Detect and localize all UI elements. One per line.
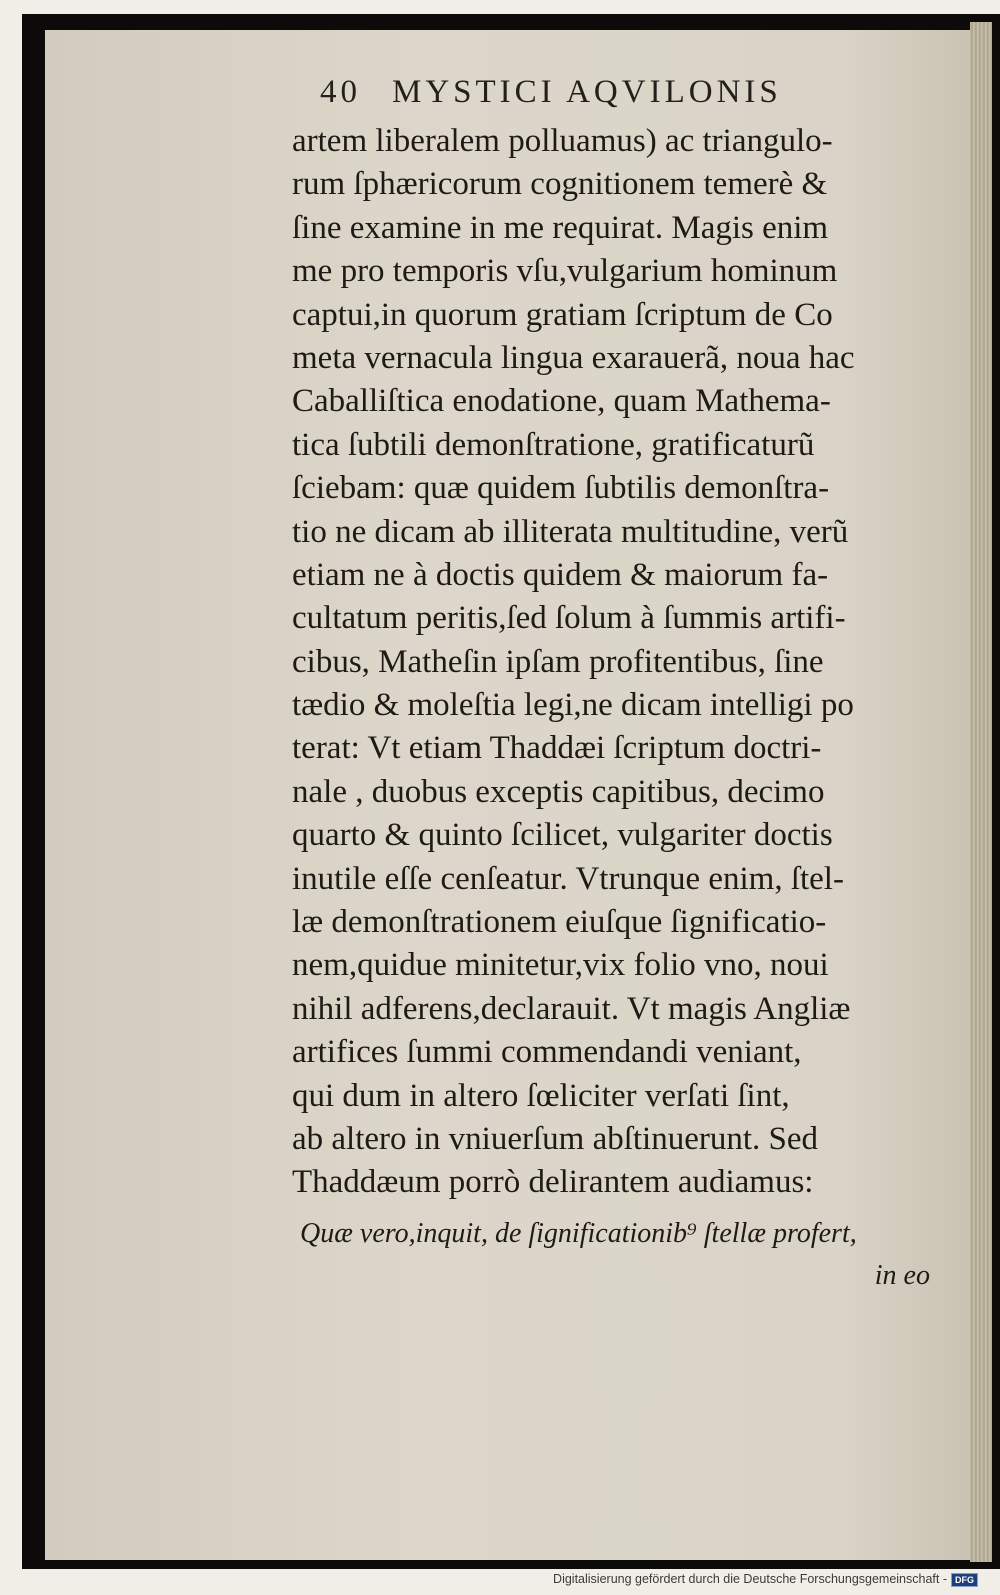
text-line: etiam ne à doctis quidem & maiorum fa- <box>292 556 829 593</box>
text-line: nihil adferens,declarauit. Vt magis Angliæ <box>292 990 851 1027</box>
text-line: Caballiſtica enodatione, quam Mathema- <box>292 383 831 420</box>
page-fore-edge <box>970 22 992 1562</box>
credit-text: Digitalisierung gefördert durch die Deutsche Forschungsgemeinschaft - <box>553 1572 947 1586</box>
text-line: me pro temporis vſu,vulgarium hominum <box>292 253 838 290</box>
text-line: læ demonſtrationem eiuſque ſignificatio- <box>292 904 827 941</box>
text-line: meta vernacula lingua exarauerã, noua hac <box>292 339 855 376</box>
text-line: rum ſphæricorum cognitionem temerè & <box>292 166 828 203</box>
italic-quotation <box>300 1213 930 1297</box>
text-line: nem,quidue minitetur,vix folio vno, noui <box>292 947 829 984</box>
text-line: Thaddæum porrò delirantem audiamus: <box>292 1164 814 1201</box>
text-line: tica ſubtili demonſtratione, gratificaturũ <box>292 426 815 463</box>
text-line: artem liberalem polluamus) ac triangulo- <box>292 123 833 159</box>
page-number: 40 <box>320 74 361 110</box>
text-line: artifices ſummi commendandi veniant, <box>292 1034 802 1071</box>
running-header <box>320 74 920 114</box>
text-line: tio ne dicam ab illiterata multitudine, verũ <box>292 513 849 550</box>
text-line: ſine examine in me requirat. Magis enim <box>292 209 829 246</box>
text-line: terat: Vt etiam Thaddæi ſcriptum doctri- <box>292 730 822 767</box>
text-line: inutile eſſe cenſeatur. Vtrunque enim, ſtel- <box>292 860 844 897</box>
body-text <box>292 120 942 1205</box>
text-line: cultatum peritis,ſed ſolum à ſummis artifi- <box>292 600 846 637</box>
dfg-logo-icon: DFG <box>951 1573 978 1587</box>
text-line: captui,in quorum gratiam ſcriptum de Co <box>292 296 833 333</box>
running-title: MYSTICI AQVILONIS <box>392 74 782 110</box>
catchword: in eo <box>874 1260 930 1291</box>
digitization-credit <box>553 1572 978 1592</box>
text-line: tædio & moleſtia legi,ne dicam intelligi po <box>292 687 854 724</box>
text-line: qui dum in altero ſœliciter verſati ſint, <box>292 1077 790 1114</box>
text-line: ſciebam: quæ quidem ſubtilis demonſtra- <box>292 470 830 507</box>
text-line: ab altero in vniuerſum abſtinuerunt. Sed <box>292 1120 819 1157</box>
text-line: nale , duobus exceptis capitibus, decimo <box>292 773 825 810</box>
italic-line: Quæ vero,inquit, de ſignificationib⁹ ſtellæ profert, <box>300 1218 857 1249</box>
text-line: cibus, Matheſin ipſam profitentibus, ſine <box>292 643 824 680</box>
text-line: quarto & quinto ſcilicet, vulgariter doctis <box>292 817 833 854</box>
